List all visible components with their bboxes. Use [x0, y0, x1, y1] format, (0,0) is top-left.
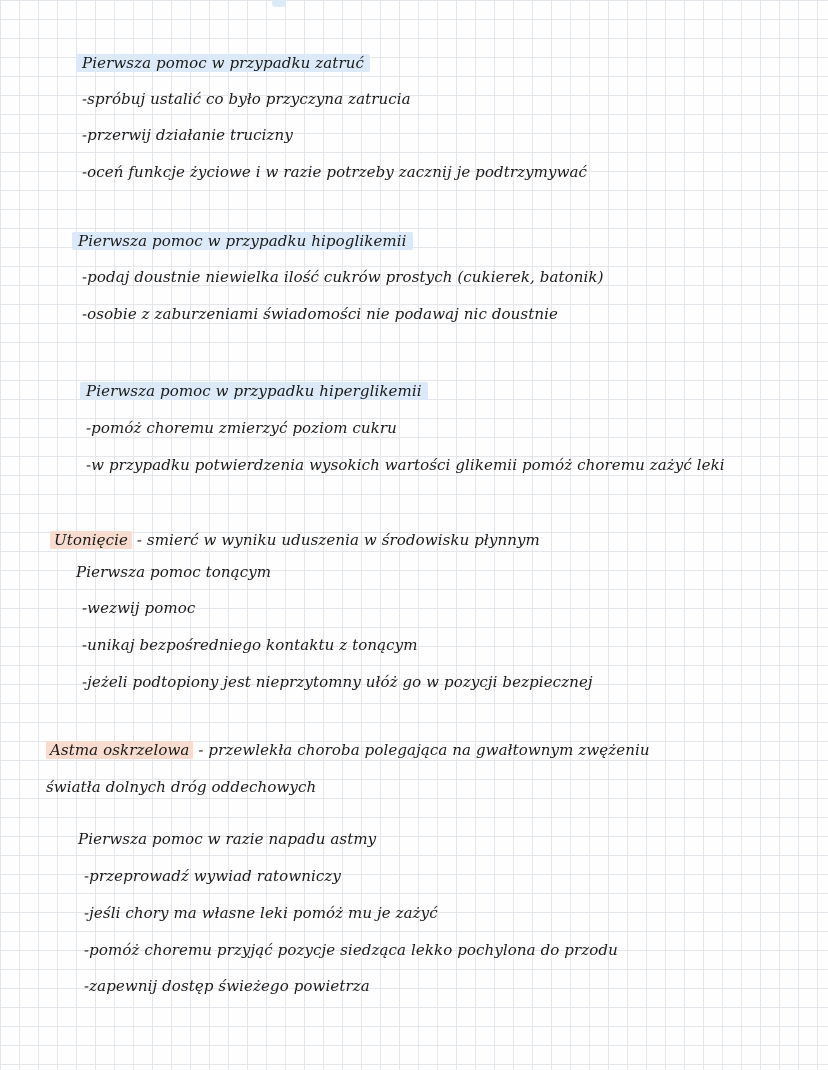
hyperglycemia-item: -w przypadku potwierdzenia wysokich wartości glikemii pomóż choremu zażyć leki [86, 456, 725, 474]
poisoning-title: Pierwsza pomoc w przypadku zatruć [76, 53, 370, 73]
hypoglycemia-item: -podaj doustnie niewielka ilość cukrów prostych (cukierek, batonik) [82, 268, 604, 286]
asthma-definition: Astma oskrzelowa - przewlekła choroba polegająca na gwałtownym zwężeniu [46, 740, 650, 760]
asthma-term: Astma oskrzelowa [46, 741, 193, 759]
hypoglycemia-item: -osobie z zaburzeniami świadomości nie podawaj nic doustnie [82, 305, 558, 323]
poisoning-item: -oceń funkcje życiowe i w razie potrzeby zacznij je podtrzymywać [82, 163, 588, 181]
hypoglycemia-title: Pierwsza pomoc w przypadku hipoglikemii [72, 231, 413, 251]
drowning-definition: Utonięcie - smierć w wyniku uduszenia w środowisku płynnym [50, 530, 540, 550]
highlight-mark [272, 0, 286, 7]
drowning-item: -jeżeli podtopiony jest nieprzytomny ułóż go w pozycji bezpiecznej [82, 673, 593, 691]
drowning-title: Pierwsza pomoc tonącym [76, 563, 272, 581]
asthma-item: -zapewnij dostęp świeżego powietrza [84, 977, 370, 995]
poisoning-item: -spróbuj ustalić co było przyczyna zatrucia [82, 90, 411, 108]
drowning-term: Utonięcie [50, 531, 132, 549]
asthma-item: -jeśli chory ma własne leki pomóż mu je zażyć [84, 904, 438, 922]
asthma-title: Pierwsza pomoc w razie napadu astmy [78, 830, 377, 848]
hyperglycemia-item: -pomóż choremu zmierzyć poziom cukru [86, 419, 397, 437]
drowning-item: -wezwij pomoc [82, 599, 196, 617]
asthma-item: -pomóż choremu przyjąć pozycje siedząca lekko pochylona do przodu [84, 941, 618, 959]
asthma-definition-cont: światła dolnych dróg oddechowych [46, 778, 317, 796]
drowning-item: -unikaj bezpośredniego kontaktu z tonącym [82, 636, 418, 654]
asthma-item: -przeprowadź wywiad ratowniczy [84, 867, 341, 885]
poisoning-item: -przerwij działanie trucizny [82, 126, 293, 144]
hyperglycemia-title: Pierwsza pomoc w przypadku hiperglikemii [80, 381, 428, 401]
